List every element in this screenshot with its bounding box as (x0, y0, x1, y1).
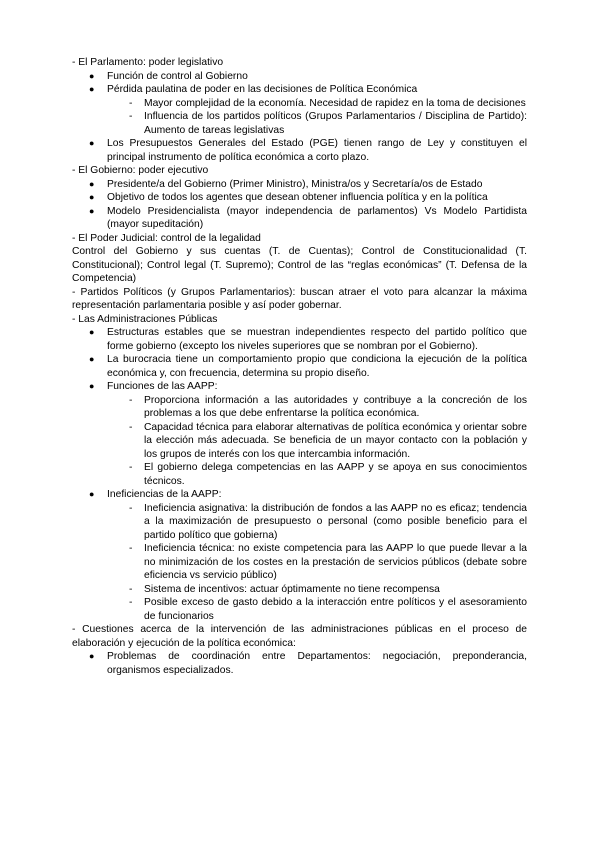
bullet-text: Presidente/a del Gobierno (Primer Ministro), Ministra/os y Secretaría/os de Estado (107, 178, 483, 190)
dash-item (72, 421, 527, 462)
bullet-text: Modelo Presidencialista (mayor independencia de parlamentos) Vs Modelo Partidista (mayor supeditación) (107, 205, 527, 230)
dash-marker: - (129, 597, 133, 608)
section-heading-judicial: - El Poder Judicial: control de la legalidad (72, 232, 261, 244)
dash-item (72, 461, 527, 488)
dash-text: Ineficiencia asignativa: la distribución de fondos a las AAPP no es eficaz; tendencia a la maximización de presupuesto o personal (como posible beneficio para el partido político que gobierna) (144, 502, 527, 541)
dash-item (72, 502, 527, 543)
bullet-marker: ● (89, 381, 95, 391)
dash-marker: - (129, 583, 133, 595)
bullet-text: La burocracia tiene un comportamiento propio que condiciona la ejecución de la política económica y, con frecuencia, determina su propio diseño. (107, 354, 527, 379)
bullet-item (72, 488, 527, 502)
bullet-item (72, 205, 527, 232)
bullet-text: Funciones de las AAPP: (107, 381, 218, 392)
dash-text: Sistema de incentivos: actuar óptimamente no tiene recompensa (144, 583, 440, 595)
bullet-marker: ● (89, 354, 95, 364)
paragraph: Control del Gobierno y sus cuentas (T. de Cuentas); Control de Constitucionalidad (T. Constitucional); Control legal (T. Supremo); Control de las “reglas económicas” (T. Defensa de la Competencia) (72, 246, 527, 284)
dash-item (72, 394, 527, 421)
dash-marker: - (129, 543, 133, 554)
dash-text: El gobierno delega competencias en las AAPP y se apoya en sus conocimientos técnicos. (144, 462, 527, 487)
dash-item (72, 110, 527, 137)
section-heading-cuestiones: - Cuestiones acerca de la intervención de las administraciones públicas en el proceso de elaboración y ejecución de la política económica: (72, 624, 527, 649)
dash-marker: - (129, 97, 133, 109)
bullet-item (72, 70, 527, 84)
bullet-item (72, 353, 527, 380)
section-heading-administraciones: - Las Administraciones Públicas (72, 313, 218, 325)
bullet-text: Pérdida paulatina de poder en las decisiones de Política Económica (107, 84, 418, 95)
bullet-marker: ● (89, 205, 95, 216)
dash-text: Posible exceso de gasto debido a la interacción entre políticos y el asesoramiento de funcionarios (144, 597, 527, 622)
bullet-item (72, 178, 527, 192)
bullet-item (72, 326, 527, 353)
bullet-marker: ● (89, 178, 95, 189)
dash-text: Proporciona información a las autoridades y contribuye a la concreción de los problemas a los que debe enfrentarse la política económica. (144, 394, 527, 419)
dash-marker: - (129, 462, 133, 473)
section-heading-partidos: - Partidos Políticos (y Grupos Parlamentarios): buscan atraer el voto para alcanzar la máxima representación parlamentaria posible y así poder gobernar. (72, 286, 527, 311)
bullet-item (72, 137, 527, 164)
bullet-text: Problemas de coordinación entre Departamentos: negociación, preponderancia, organismos especializados. (107, 651, 527, 676)
dash-marker: - (129, 421, 133, 433)
bullet-marker: ● (89, 70, 95, 81)
bullet-item (72, 191, 527, 205)
dash-marker: - (129, 111, 133, 122)
bullet-text: Los Presupuestos Generales del Estado (PGE) tienen rango de Ley y constituyen el principal instrumento de política económica a corto plazo. (107, 138, 527, 163)
bullet-marker: ● (89, 489, 95, 499)
dash-marker: - (129, 502, 133, 514)
dash-item (72, 97, 527, 111)
bullet-text: Estructuras estables que se muestran independientes respecto del partido político que forme gobierno (excepto los niveles superiores que se nombran por el Gobierno). (107, 327, 527, 352)
bullet-marker: ● (89, 192, 95, 202)
dash-text: Mayor complejidad de la economía. Necesidad de rapidez en la toma de decisiones (144, 97, 526, 109)
bullet-text: Objetivo de todos los agentes que desean obtener influencia política y en la política (107, 192, 488, 203)
bullet-marker: ● (89, 327, 95, 337)
dash-item (72, 583, 527, 597)
bullet-item (72, 83, 527, 97)
section-heading-parlamento: - El Parlamento: poder legislativo (72, 57, 224, 68)
dash-text: Capacidad técnica para elaborar alternativas de política económica y orientar sobre la elección más adecuada. Se beneficia de un mayor contacto con la población y los grupos de interés con los que intercambia información. (144, 421, 527, 460)
bullet-text: Ineficiencias de la AAPP: (107, 489, 222, 500)
bullet-marker: ● (89, 651, 95, 661)
document-page (72, 56, 527, 677)
dash-item (72, 596, 527, 623)
dash-marker: - (129, 394, 133, 406)
dash-text: Influencia de los partidos políticos (Grupos Parlamentarios / Disciplina de Partido): Aumento de tareas legislativas (144, 111, 527, 136)
section-heading-gobierno: - El Gobierno: poder ejecutivo (72, 165, 209, 176)
bullet-marker: ● (89, 84, 95, 94)
bullet-item (72, 380, 527, 394)
bullet-text: Función de control al Gobierno (107, 70, 248, 82)
dash-text: Ineficiencia técnica: no existe competencia para las AAPP lo que puede llevar a la no minimización de los costes en la prestación de servicios públicos (debate sobre eficiencia vs servicio público) (144, 543, 527, 581)
bullet-marker: ● (89, 138, 95, 148)
bullet-item (72, 650, 527, 677)
dash-item (72, 542, 527, 583)
